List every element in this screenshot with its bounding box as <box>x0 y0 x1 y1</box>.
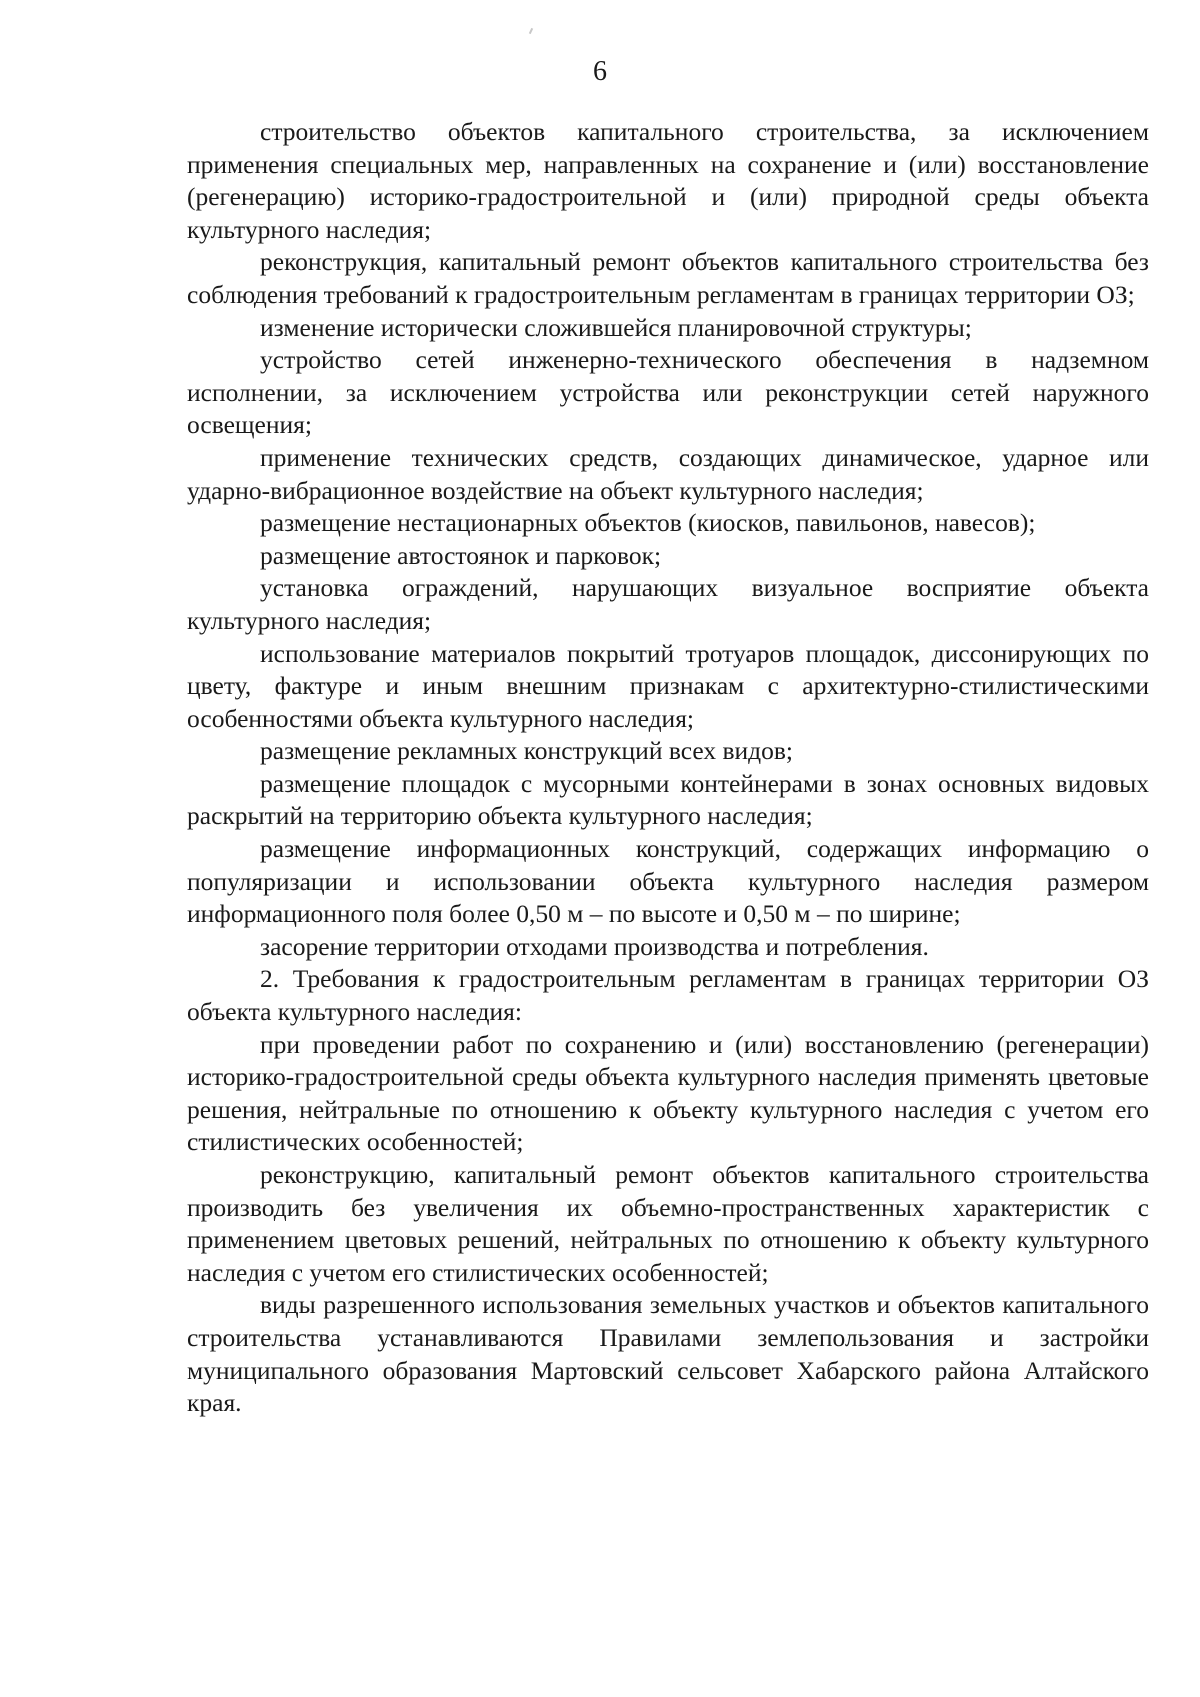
paragraph-17: виды разрешенного использования земельных участков и объектов капитального строительства устанавливаются Правилами землепользования и застройки муниципального образования Мартовский сельсовет Хабарского района Алтайского края. <box>187 1290 1149 1418</box>
paragraph-4: устройство сетей инженерно-технического обеспечения в надземном исполнении, за исключением устройства или реконструкции сетей наружного освещения; <box>187 345 1149 440</box>
paragraph-13: засорение территории отходами производства и потребления. <box>260 931 929 961</box>
page-number: 6 <box>593 56 607 87</box>
section-heading-2: 2. Требования к градостроительным регламентам в границах территории ОЗ объекта культурного наследия: <box>187 964 1149 1027</box>
paragraph-6: размещение нестационарных объектов (киосков, павильонов, навесов); <box>260 508 1036 538</box>
paragraph-15: при проведении работ по сохранению и (или) восстановлению (регенерации) историко-градостроительной среды объекта культурного наследия применять цветовые решения, нейтральные по отношению к объекту культурного наследия с учетом его стилистических особенностей; <box>187 1029 1149 1157</box>
paragraph-9: использование материалов покрытий тротуаров площадок, диссонирующих по цвету, фактуре и иным внешним признакам с архитектурно-стилистическими особенностями объекта культурного наследия; <box>187 638 1149 733</box>
paragraph-8: установка ограждений, нарушающих визуальное восприятие объекта культурного наследия; <box>187 573 1149 635</box>
paragraph-3: изменение исторически сложившейся планировочной структуры; <box>260 312 972 342</box>
paragraph-10: размещение рекламных конструкций всех видов; <box>260 736 794 766</box>
document-body <box>187 116 1149 1420</box>
scan-artifact <box>529 28 533 34</box>
paragraph-11: размещение площадок с мусорными контейнерами в зонах основных видовых раскрытий на территорию объекта культурного наследия; <box>187 768 1149 831</box>
paragraph-1: строительство объектов капитального строительства, за исключением применения специальных мер, направленных на сохранение и (или) восстановление (регенерацию) историко-градостроительной и (или) природной среды объекта культурного наследия; <box>187 117 1149 244</box>
paragraph-7: размещение автостоянок и парковок; <box>260 540 662 570</box>
paragraph-5: применение технических средств, создающих динамическое, ударное или ударно-вибрационное воздействие на объект культурного наследия; <box>187 442 1149 505</box>
paragraph-2: реконструкция, капитальный ремонт объектов капитального строительства без соблюдения требований к градостроительным регламентам в границах территории ОЗ; <box>187 247 1149 309</box>
paragraph-16: реконструкцию, капитальный ремонт объектов капитального строительства производить без увеличения их объемно-пространственных характеристик с применением цветовых решений, нейтральных по отношению к объекту культурного наследия с учетом его стилистических особенностей; <box>187 1160 1149 1287</box>
paragraph-12: размещение информационных конструкций, содержащих информацию о популяризации и использовании объекта культурного наследия размером информационного поля более 0,50 м – по высоте и 0,50 м – по ширине; <box>187 834 1149 929</box>
